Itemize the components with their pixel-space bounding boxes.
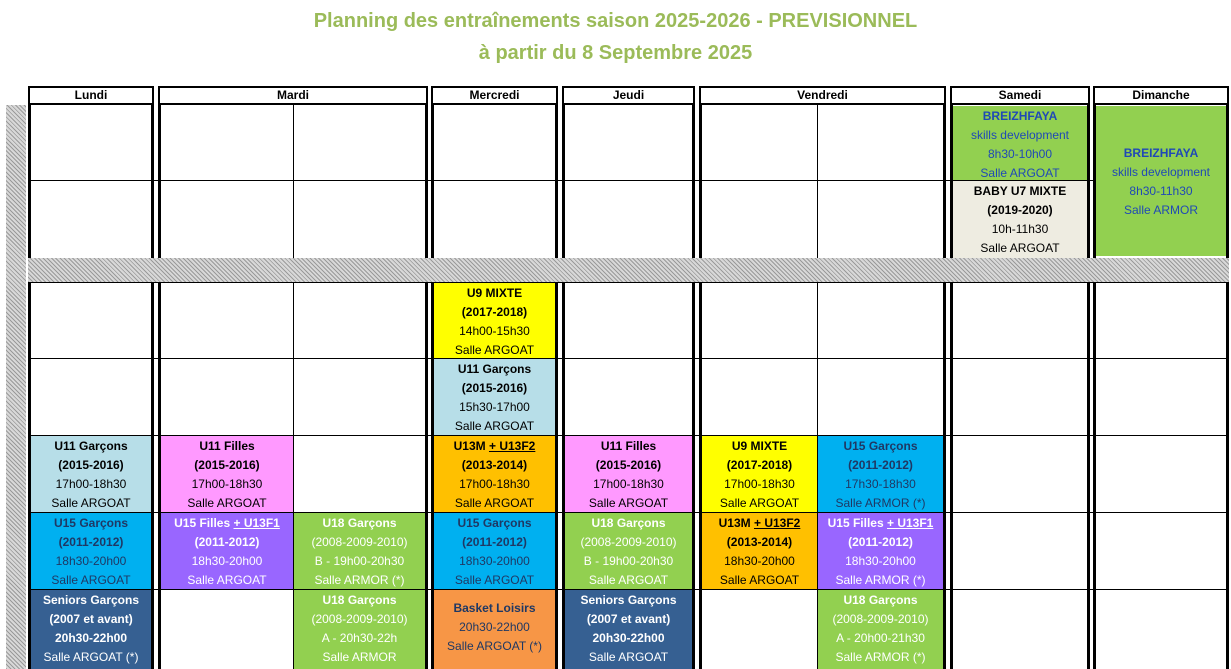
header-mercredi: Mercredi — [431, 86, 558, 105]
session-thursday-seniors — [565, 590, 692, 669]
session-name-extra: + U13F2 — [488, 439, 536, 453]
session-venue: Salle ARGOAT — [187, 573, 267, 587]
session-venue: Salle ARMOR (*) — [835, 573, 926, 587]
session-friday-u9 — [702, 436, 817, 512]
session-time: 18h30-20h00 — [191, 554, 263, 568]
session-friday-u15-garcons — [818, 436, 943, 512]
page-title: Planning des entraînements saison 2025-2026 - PREVISIONNEL — [313, 10, 918, 32]
session-years: (2015-2016) — [58, 458, 124, 472]
session-venue: Salle ARGOAT — [719, 496, 800, 510]
break-band — [28, 258, 1229, 282]
session-venue: Salle ARGOAT (*) — [447, 639, 542, 653]
session-name — [702, 514, 817, 533]
session-name — [818, 514, 943, 533]
session-years: (2008-2009-2010) — [311, 612, 408, 626]
session-years: (2008-2009-2010) — [311, 535, 408, 549]
session-name-main: U15 Filles — [174, 516, 234, 530]
session-name: BREIZHFAYA — [1123, 146, 1199, 160]
header-vendredi: Vendredi — [699, 86, 946, 105]
session-name: U18 Garçons — [322, 593, 397, 607]
session-venue: Salle ARGOAT — [187, 496, 267, 510]
session-venue: Salle ARMOR (*) — [835, 650, 926, 664]
session-name-extra: + U13F2 — [753, 516, 801, 530]
session-years: (2017-2018) — [726, 458, 793, 472]
session-years: (2015-2016) — [595, 458, 662, 472]
session-name-extra: + U13F1 — [233, 516, 280, 530]
session-years: (2015-2016) — [461, 381, 528, 395]
session-monday-u15 — [31, 513, 151, 589]
session-name: U11 Filles — [199, 439, 255, 453]
session-name-main: U13M — [453, 439, 489, 453]
session-name: U11 Filles — [600, 439, 657, 453]
session-name: Basket Loisirs — [453, 601, 536, 615]
session-name — [434, 437, 555, 456]
session-wednesday-u15 — [434, 513, 555, 589]
session-years: (2011-2012) — [848, 458, 913, 472]
session-detail: skills development — [1111, 165, 1211, 179]
session-venue: Salle ARGOAT — [980, 241, 1060, 255]
session-name: BREIZHFAYA — [982, 109, 1058, 123]
session-time: A - 20h30-22h — [321, 631, 398, 645]
session-tuesday-u18-a — [294, 590, 425, 669]
session-time: 15h30-17h00 — [459, 400, 530, 414]
session-time: 8h30-10h00 — [987, 147, 1053, 161]
header-dimanche: Dimanche — [1093, 86, 1229, 105]
header-samedi: Samedi — [950, 86, 1090, 105]
session-tuesday-u11-filles — [161, 436, 293, 512]
session-saturday-baby-u7 — [953, 181, 1087, 258]
session-venue: Salle ARGOAT — [454, 343, 535, 357]
session-years: (2011-2012) — [462, 535, 527, 549]
session-friday-u13 — [702, 513, 817, 589]
session-time: 17h00-18h30 — [459, 477, 530, 491]
session-venue: Salle ARGOAT — [454, 496, 535, 510]
session-time: B - 19h00-20h30 — [583, 554, 674, 568]
session-saturday-breizhfaya — [953, 106, 1087, 180]
session-name-extra: + U13F1 — [887, 516, 934, 530]
session-venue: Salle ARGOAT — [51, 496, 131, 510]
page-subtitle: à partir du 8 Septembre 2025 — [478, 42, 753, 64]
session-venue: Salle ARGOAT — [588, 650, 669, 664]
session-wednesday-u9 — [434, 283, 555, 358]
session-time: 17h00-18h30 — [724, 477, 795, 491]
session-time: 17h00-18h30 — [593, 477, 664, 491]
session-monday-u11 — [31, 436, 151, 512]
session-time: B - 19h00-20h30 — [314, 554, 405, 568]
session-years: (2008-2009-2010) — [832, 612, 929, 626]
session-time: 18h30-20h00 — [459, 554, 530, 568]
session-venue: Salle ARGOAT — [51, 573, 131, 587]
session-name: U11 Garçons — [54, 439, 128, 453]
session-name: U18 Garçons — [843, 593, 918, 607]
session-years: (2007 et avant) — [49, 612, 133, 626]
session-detail: skills development — [970, 128, 1070, 142]
session-friday-u15-filles — [818, 513, 943, 589]
session-years: (2007 et avant) — [586, 612, 671, 626]
session-name: U15 Garçons — [53, 516, 129, 530]
session-monday-seniors — [31, 590, 151, 669]
session-time: 10h-11h30 — [991, 222, 1049, 236]
session-years: (2008-2009-2010) — [580, 535, 677, 549]
session-name: U9 MIXTE — [731, 439, 788, 453]
session-time: 17h00-18h30 — [191, 477, 263, 491]
session-time: 20h30-22h00 — [54, 631, 128, 645]
session-time: 18h30-20h00 — [724, 554, 795, 568]
session-tuesday-u15-filles — [161, 513, 293, 589]
session-name: U15 Garçons — [457, 516, 532, 530]
session-name-main: U13M — [718, 516, 754, 530]
session-time: 20h30-22h00 — [592, 631, 665, 645]
session-time: 14h00-15h30 — [459, 324, 530, 338]
session-thursday-u11-filles — [565, 436, 692, 512]
session-years: (2011-2012) — [848, 535, 913, 549]
session-venue: Salle ARMOR — [1123, 203, 1199, 217]
session-time: 20h30-22h00 — [459, 620, 530, 634]
session-venue: Salle ARGOAT — [454, 419, 535, 433]
session-venue: Salle ARMOR (*) — [314, 573, 405, 587]
session-years: (2015-2016) — [194, 458, 260, 472]
session-name-main: U15 Filles — [827, 516, 887, 530]
session-sunday-breizhfaya — [1096, 106, 1226, 256]
session-thursday-u18-b — [565, 513, 692, 589]
session-time: 18h30-20h00 — [55, 554, 127, 568]
session-venue: Salle ARGOAT — [454, 573, 535, 587]
session-years: (2019-2020) — [987, 203, 1053, 217]
session-years: (2013-2014) — [726, 535, 793, 549]
header-jeudi: Jeudi — [562, 86, 695, 105]
session-time: 17h30-18h30 — [845, 477, 916, 491]
session-wednesday-u13 — [434, 436, 555, 512]
session-years: (2017-2018) — [461, 305, 528, 319]
session-name: U9 MIXTE — [466, 286, 523, 300]
session-wednesday-loisirs — [434, 590, 555, 669]
session-wednesday-u11 — [434, 359, 555, 435]
session-venue: Salle ARGOAT — [588, 496, 669, 510]
session-time: 18h30-20h00 — [845, 554, 916, 568]
session-time: 8h30-11h30 — [1129, 184, 1193, 198]
session-tuesday-u18-b — [294, 513, 425, 589]
session-venue: Salle ARMOR (*) — [835, 496, 926, 510]
session-years: (2011-2012) — [58, 535, 124, 549]
session-name: U15 Garçons — [843, 439, 918, 453]
header-lundi: Lundi — [28, 86, 154, 105]
session-time: A - 20h00-21h30 — [836, 631, 925, 645]
session-friday-u18-a — [818, 590, 943, 669]
session-time: 17h00-18h30 — [55, 477, 127, 491]
row-line — [28, 282, 1229, 283]
session-venue: Salle ARGOAT (*) — [43, 650, 139, 664]
session-name: BABY U7 MIXTE — [973, 184, 1067, 198]
header-mardi: Mardi — [158, 86, 428, 105]
session-venue: Salle ARMOR — [322, 650, 397, 664]
session-years: (2013-2014) — [461, 458, 528, 472]
session-name: U18 Garçons — [591, 516, 666, 530]
row-line — [28, 358, 1229, 359]
session-venue: Salle ARGOAT — [588, 573, 669, 587]
session-venue: Salle ARGOAT — [719, 573, 800, 587]
session-name: U11 Garçons — [457, 362, 532, 376]
session-venue: Salle ARGOAT — [980, 166, 1060, 180]
session-years: (2011-2012) — [194, 535, 260, 549]
session-name: Seniors Garçons — [42, 593, 140, 607]
session-name — [161, 514, 293, 533]
session-name: U18 Garçons — [322, 516, 397, 530]
row-marker-strip — [6, 105, 26, 669]
session-name: Seniors Garçons — [580, 593, 677, 607]
